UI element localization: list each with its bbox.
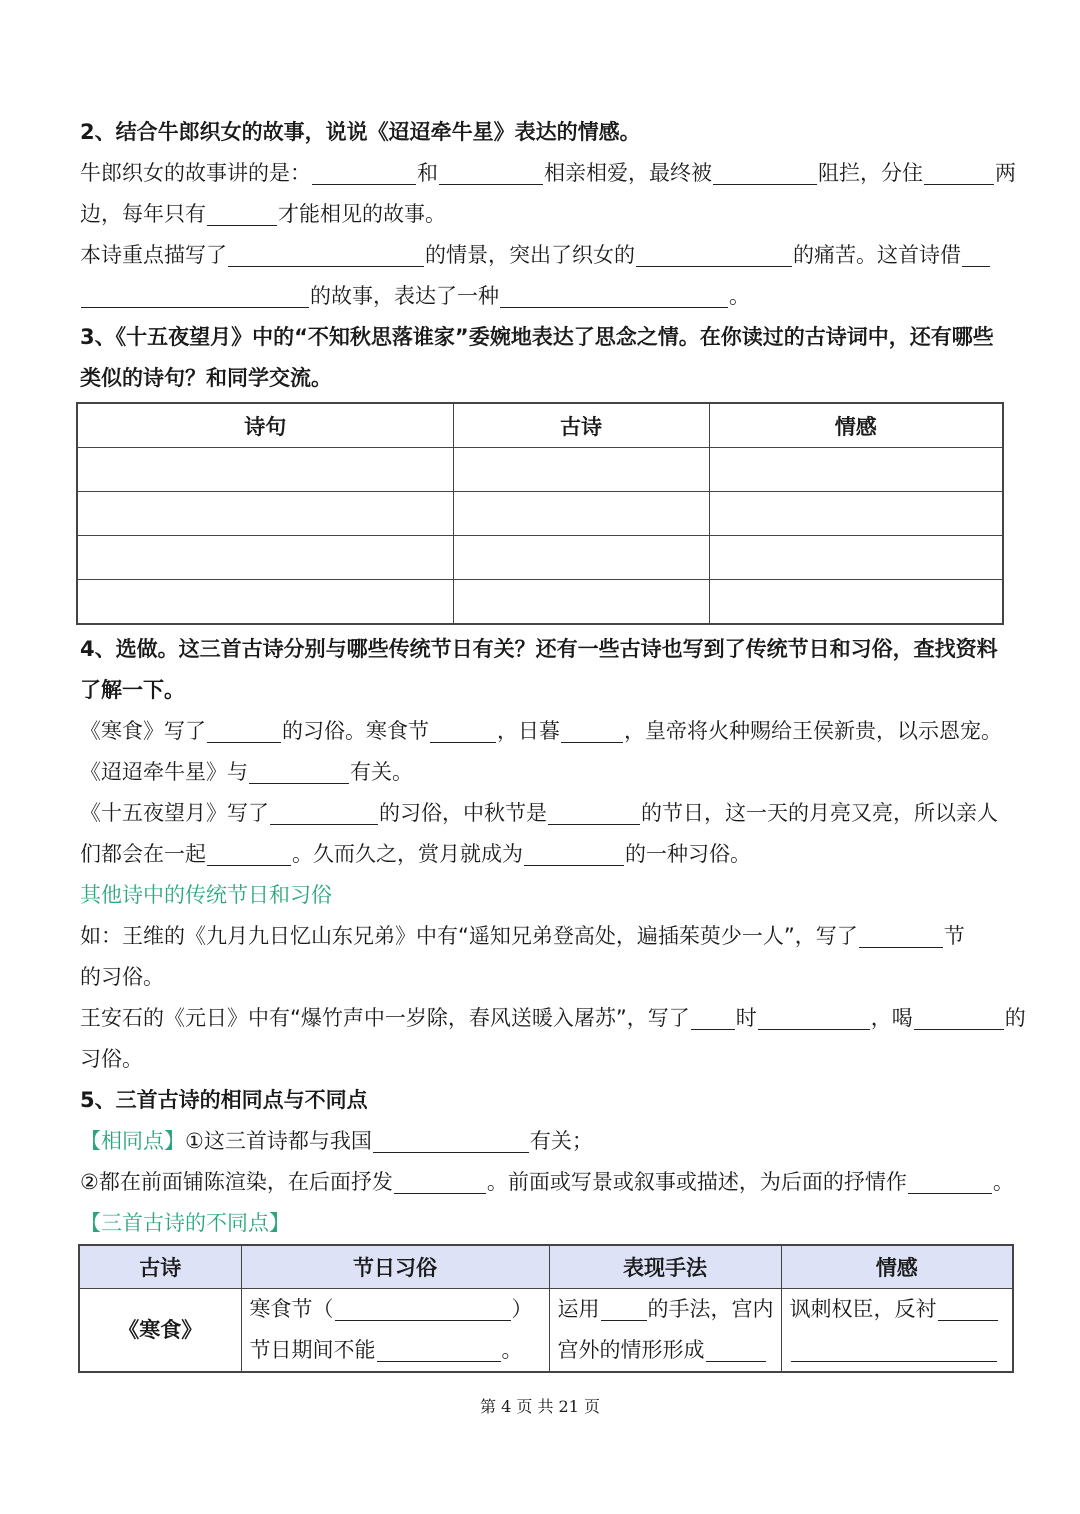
question-4-title-line-1: 4、选做。这三首古诗分别与哪些传统节日有关？还有一些古诗也写到了传统节日和习俗，查找资料 <box>80 637 998 661</box>
q2-line-1: 牛郎织女的故事讲的是： 和 相亲相爱，最终被 阻拦，分住 两 <box>80 161 1016 185</box>
answer-blank[interactable] <box>270 800 378 825</box>
page-number: 第 4 页 共 21 页 <box>480 1397 600 1416</box>
answer-blank[interactable] <box>859 923 943 948</box>
answer-blank[interactable] <box>962 242 990 267</box>
method-cell: 运用 的手法，宫内 宫外的情形形成 <box>549 1289 781 1373</box>
q2-line-3: 本诗重点描写了 的情景，突出了织女的 的痛苦。这首诗借 <box>80 235 1005 276</box>
answer-cell[interactable] <box>709 580 1003 625</box>
q4-line-6: 的习俗。 <box>80 965 164 989</box>
col-header-poem: 古诗 <box>79 1245 241 1289</box>
col-header-line: 诗句 <box>77 403 453 448</box>
q5-same-line-2: ②都在前面铺陈渲染，在后面抒发 。前面或写景或叙事或描述，为后面的抒情作 。 <box>80 1170 1014 1194</box>
q2-line-4: 的故事，表达了一种 。 <box>80 276 1005 317</box>
answer-blank[interactable] <box>601 1296 647 1321</box>
col-header-method: 表现手法 <box>549 1245 781 1289</box>
answer-blank[interactable] <box>636 242 792 267</box>
table-row <box>79 1289 1013 1373</box>
answer-blank[interactable] <box>924 160 994 185</box>
table-row <box>77 492 1003 536</box>
answer-blank[interactable] <box>335 1296 511 1321</box>
answer-blank[interactable] <box>758 1005 870 1030</box>
answer-cell[interactable] <box>709 448 1003 492</box>
answer-blank[interactable] <box>394 1169 486 1194</box>
q4-line-1: 《寒食》写了 的习俗。寒食节 ，日暮 ，皇帝将火种赐给王侯新贵，以示恩宠。 <box>80 719 1002 743</box>
answer-blank[interactable] <box>439 160 543 185</box>
table-row <box>77 448 1003 492</box>
answer-blank[interactable] <box>500 283 728 308</box>
answer-cell[interactable] <box>453 536 709 580</box>
q5-same-line-1: 【相同点】①这三首诗都与我国 有关； <box>80 1129 593 1153</box>
answer-cell[interactable] <box>77 536 453 580</box>
question-3-title-line-2: 类似的诗句？和同学交流。 <box>80 366 332 390</box>
answer-blank[interactable] <box>207 841 291 866</box>
col-header-custom: 节日习俗 <box>241 1245 549 1289</box>
same-points-tag: 【相同点】 <box>80 1129 185 1153</box>
q4-line-2: 《迢迢牵牛星》与 有关。 <box>80 760 413 784</box>
answer-blank[interactable] <box>207 718 281 743</box>
other-festivals-heading: 其他诗中的传统节日和习俗 <box>80 883 332 907</box>
col-header-emotion: 情感 <box>709 403 1003 448</box>
answer-blank[interactable] <box>691 1005 735 1030</box>
answer-blank[interactable] <box>207 201 277 226</box>
custom-cell: 寒食节（ ） 节日期间不能 。 <box>241 1289 549 1373</box>
answer-blank[interactable] <box>312 160 416 185</box>
answer-blank[interactable] <box>791 1337 997 1362</box>
answer-blank[interactable] <box>713 160 817 185</box>
answer-blank[interactable] <box>908 1169 992 1194</box>
answer-blank[interactable] <box>914 1005 1004 1030</box>
answer-blank[interactable] <box>373 1128 529 1153</box>
q4-line-8: 习俗。 <box>80 1047 143 1071</box>
table-row <box>77 536 1003 580</box>
answer-cell[interactable] <box>709 536 1003 580</box>
answer-cell[interactable] <box>453 580 709 625</box>
col-header-poem: 古诗 <box>453 403 709 448</box>
answer-blank[interactable] <box>706 1337 766 1362</box>
answer-blank[interactable] <box>377 1337 501 1362</box>
q4-line-5: 如：王维的《九月九日忆山东兄弟》中有“遥知兄弟登高处，遍插茱萸少一人”，写了 节 <box>80 924 965 948</box>
answer-cell[interactable] <box>453 492 709 536</box>
answer-cell[interactable] <box>77 580 453 625</box>
answer-blank[interactable] <box>228 242 424 267</box>
answer-blank[interactable] <box>524 841 624 866</box>
question-5-title: 5、三首古诗的相同点与不同点 <box>80 1088 368 1112</box>
emotion-cell: 讽刺权臣，反衬 <box>781 1289 1013 1373</box>
answer-cell[interactable] <box>453 448 709 492</box>
question-3-title-line-1: 3、《十五夜望月》中的“不知秋思落谁家”委婉地表达了思念之情。在你读过的古诗词中，还有哪些 <box>80 325 994 349</box>
table-row <box>77 580 1003 625</box>
answer-blank[interactable] <box>938 1296 998 1321</box>
poem-cell: 《寒食》 <box>79 1289 241 1373</box>
question-2-title: 2、结合牛郎织女的故事，说说《迢迢牵牛星》表达的情感。 <box>80 120 641 144</box>
question-4-title-line-2: 了解一下。 <box>80 678 185 702</box>
q4-line-3: 《十五夜望月》写了 的习俗，中秋节是 的节日，这一天的月亮又亮，所以亲人 <box>80 801 998 825</box>
worksheet-page <box>80 112 1026 1373</box>
answer-blank[interactable] <box>81 283 309 308</box>
q4-line-4: 们都会在一起 。久而久之，赏月就成为 的一种习俗。 <box>80 842 751 866</box>
col-header-emotion: 情感 <box>781 1245 1013 1289</box>
answer-blank[interactable] <box>249 759 349 784</box>
answer-cell[interactable] <box>77 448 453 492</box>
q4-line-7: 王安石的《元日》中有“爆竹声中一岁除，春风送暖入屠苏”，写了 时 ，喝 的 <box>80 1006 1026 1030</box>
answer-blank[interactable] <box>548 800 640 825</box>
answer-blank[interactable] <box>430 718 496 743</box>
answer-blank[interactable] <box>561 718 623 743</box>
differences-tag: 【三首古诗的不同点】 <box>80 1211 290 1235</box>
differences-table <box>78 1244 1014 1373</box>
answer-cell[interactable] <box>709 492 1003 536</box>
poem-lines-table <box>76 402 1004 625</box>
answer-cell[interactable] <box>77 492 453 536</box>
q2-line-2: 边，每年只有 才能相见的故事。 <box>80 202 446 226</box>
